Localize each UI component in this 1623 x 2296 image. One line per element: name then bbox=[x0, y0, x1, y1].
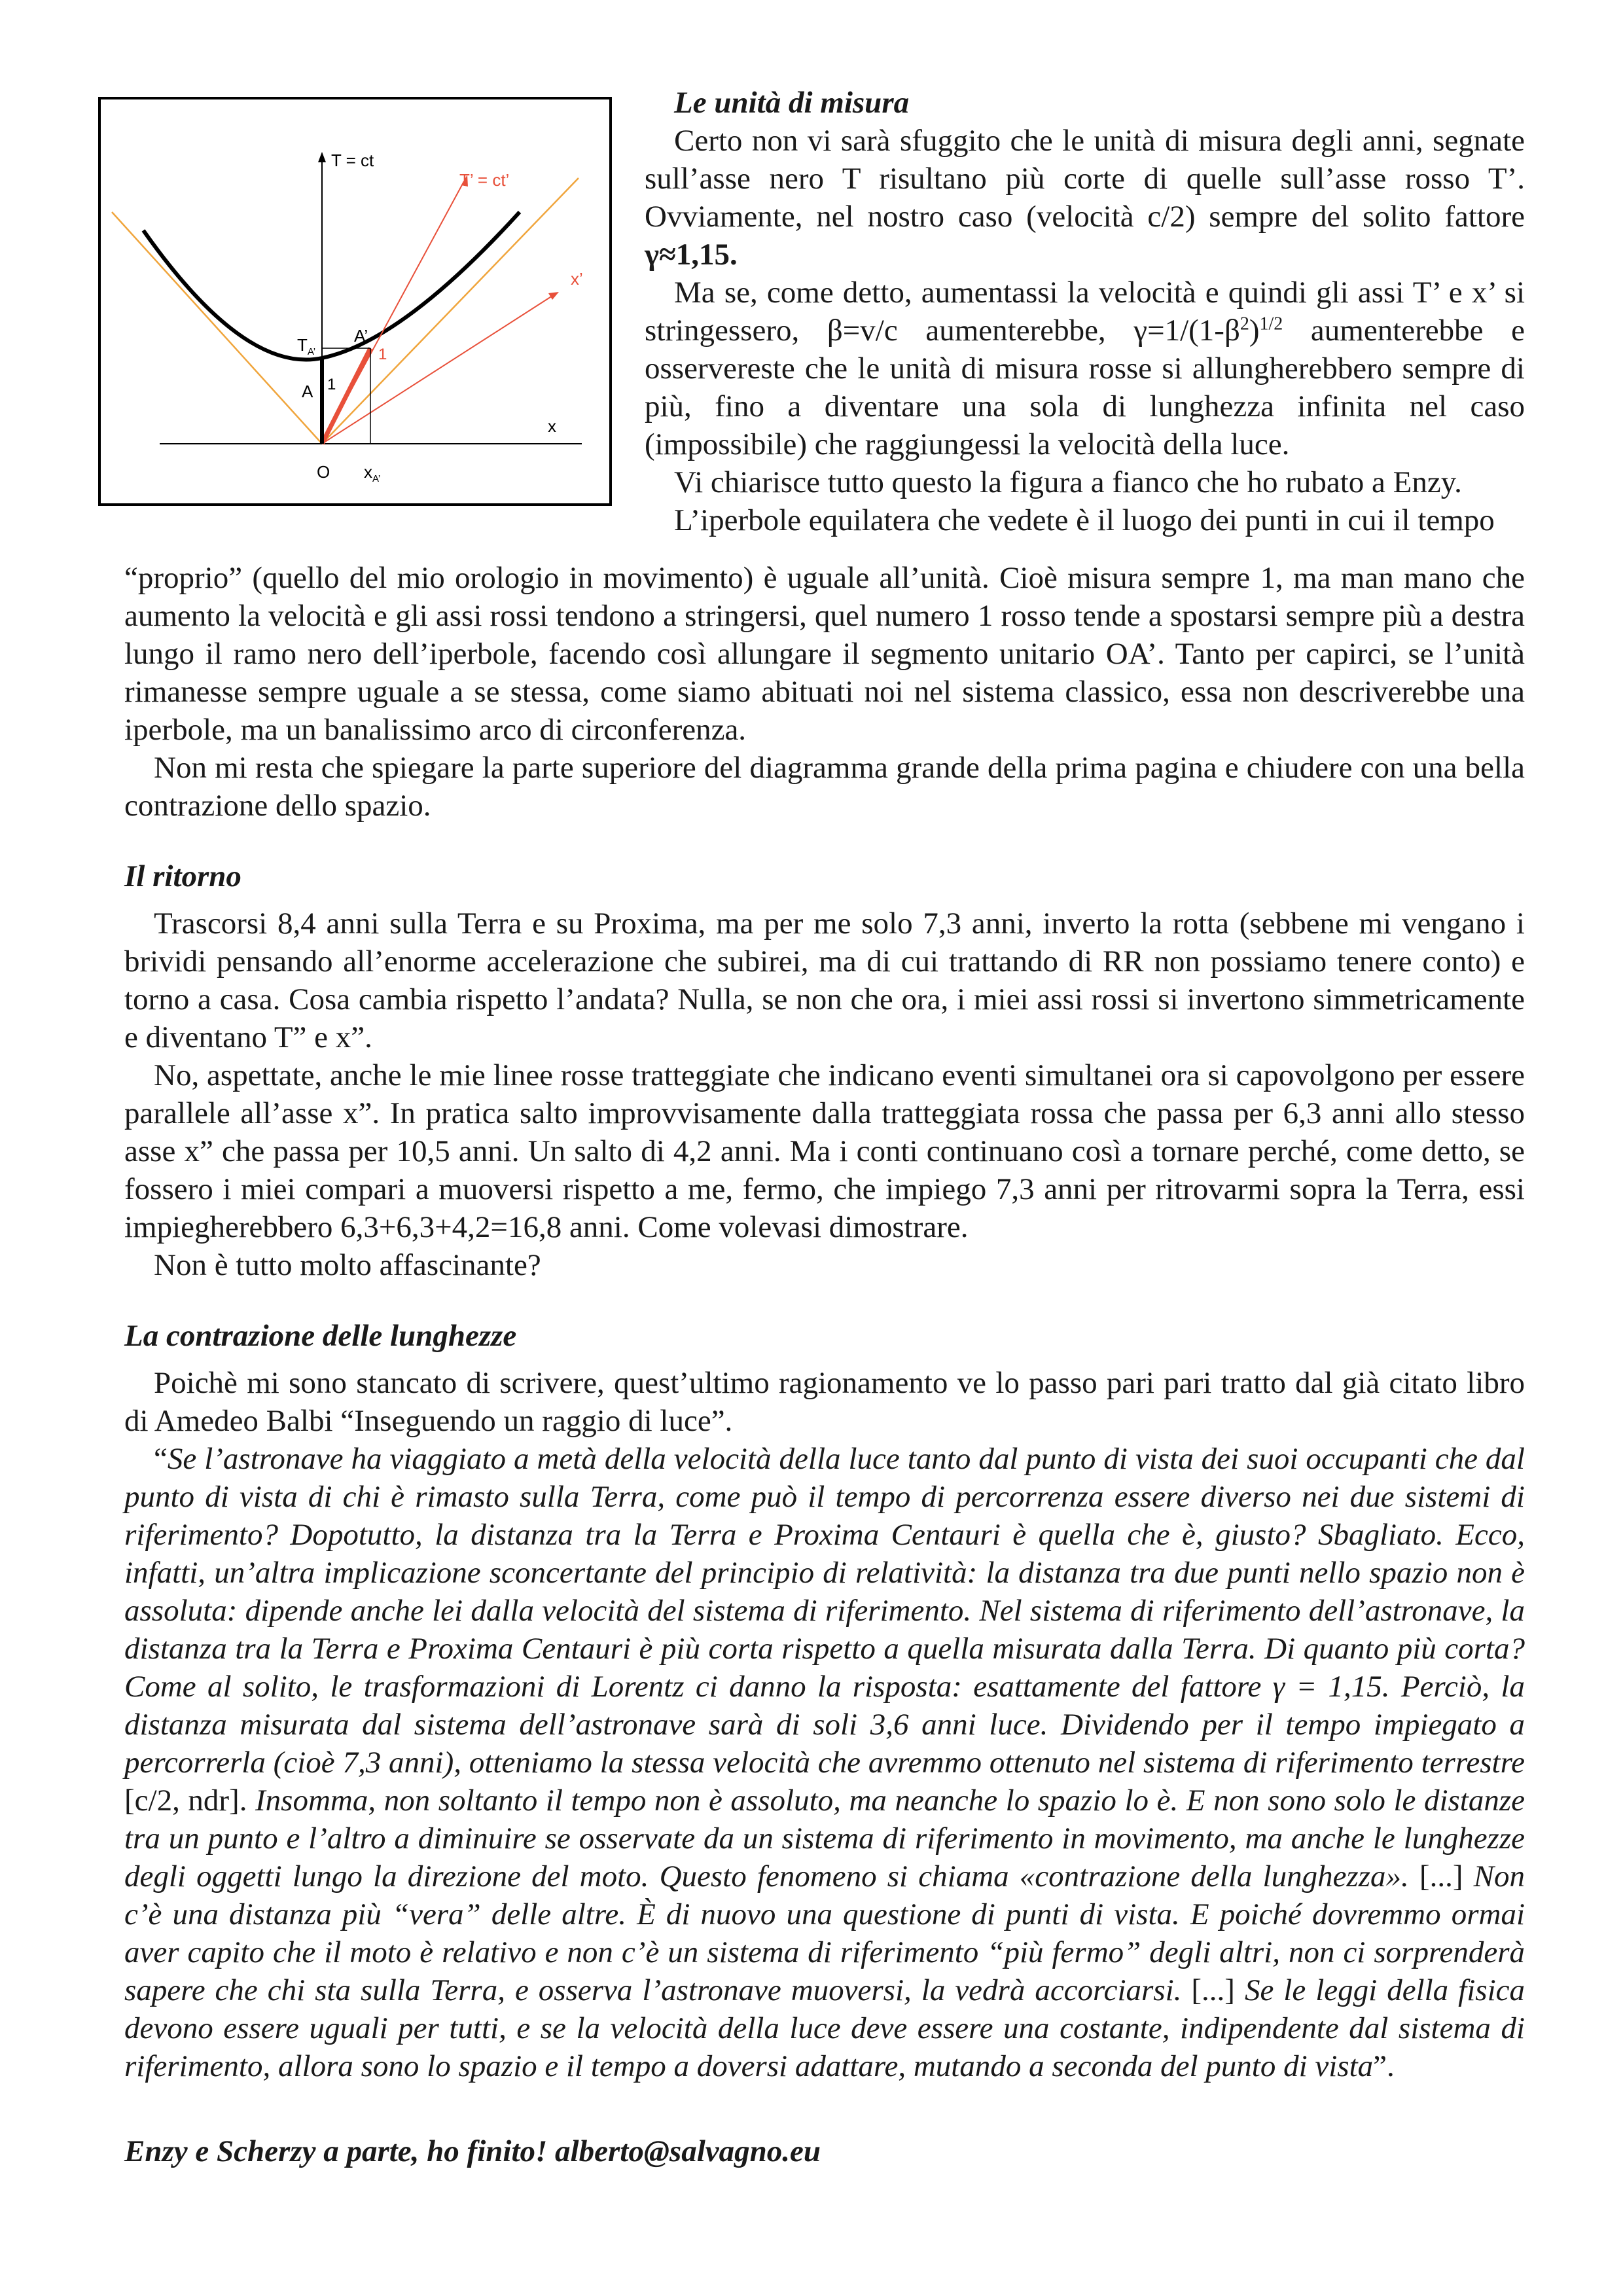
paragraph: “proprio” (quello del mio orologio in movimento) è uguale all’unità. Cioè misura sempre 1, ma man mano che aumento la velocità e gli assi rossi tendono a stringersi, quel numero 1 rosso tende a spostarsi sempre più a destra lungo il ramo nero dell’iperbole, facendo così allungare il segmento unitario OA’. Tanto per capirci, se l’unità rimanesse sempre uguale a se stessa, come siamo abituati noi nel sistema classico, essa non descriverebbe una iperbole, ma un banalissimo arco di circonferenza. bbox=[124, 561, 1525, 747]
paragraph: No, aspettate, anche le mie linee rosse tratteggiate che indicano eventi simultanei ora si capovolgono per essere parallele all’asse x”. In pratica salto improvvisamente dalla tratteggiata rossa che passa per 6,3 anni allo stesso asse x” che passa per 10,5 anni. Un salto di 4,2 anni. Ma i conti continuano così a tornare perché, come detto, se fossero i miei compari a muoversi rispetto a me, fermo, che impiego 7,3 anni per ritrovarmi sopra la Terra, essi impiegherebbero 6,3+6,3+4,2=16,8 anni. Come volevasi dimostrare. bbox=[124, 1058, 1525, 1244]
quote-note: [c/2, ndr]. bbox=[124, 1784, 256, 1818]
hyperbola bbox=[143, 212, 520, 360]
quote-text: Non c’è una distanza più “vera” delle altre. È di nuovo una questione di punti di vista. E poiché dovremmo ormai aver capito che il moto è relativo e non c’è un sistema di riferimento “più fermo” degli altri, non ci sorprenderà sapere che chi sta sulla Terra, e osserva l’astronave muoversi, la vedrà accorciarsi. bbox=[124, 1859, 1525, 2007]
label-t-a-prime: $T_{A’}$ bbox=[297, 335, 316, 357]
paragraph: Non è tutto molto affascinante? bbox=[154, 1248, 541, 1282]
label-a-prime: A’ bbox=[354, 326, 368, 346]
label-one-black: 1 bbox=[327, 376, 336, 393]
paragraph: Poichè mi sono stancato di scrivere, quest’ultimo ragionamento ve lo passo pari pari tratto dal già citato libro di Amedeo Balbi “Inseguendo un raggio di luce”. bbox=[124, 1366, 1525, 1438]
x-prime-arrow bbox=[548, 292, 559, 300]
unit-segment-oa-prime bbox=[322, 348, 370, 444]
paragraph: Vi chiarisce tutto questo la figura a fianco che ho rubato a Enzy. bbox=[674, 465, 1462, 499]
label-x-a-prime: $x_{A’}$ bbox=[364, 462, 381, 484]
label-t-axis: T = ct bbox=[331, 151, 374, 170]
label-origin: O bbox=[317, 462, 330, 482]
asymptote-left bbox=[112, 212, 322, 444]
quotation bbox=[124, 1440, 1525, 2085]
quote-mark: ”. bbox=[1373, 2049, 1395, 2083]
section-title-contrazione: La contrazione delle lunghezze bbox=[124, 1319, 517, 1353]
paragraph-text: aumenterebbe e osservereste che le unità di misura rosse si allungherebbero sempre di più, fino a diventare una sola di lunghezza infinita nel caso (impossibile) che raggiungessi la velocità della luce. bbox=[645, 314, 1525, 461]
superscript: 1/2 bbox=[1259, 314, 1283, 334]
paragraph bbox=[645, 122, 1525, 274]
x-prime-axis bbox=[322, 296, 552, 444]
section-title-unita: Le unità di misura bbox=[674, 86, 910, 120]
label-one-red: 1 bbox=[378, 346, 387, 363]
label-t-prime-axis: T’ = ct’ bbox=[459, 170, 510, 190]
gamma-value: γ≈1,15. bbox=[645, 238, 738, 272]
quote-text: Insomma, non soltanto il tempo non è assoluto, ma neanche lo spazio lo è. E non sono solo le distanze tra un punto e l’altro a diminuire se osservate da un sistema di riferimento in movimento, ma anche le lunghezze degli oggetti lungo la direzione del moto. Questo fenomeno si chiama «contrazione della lunghezza». bbox=[124, 1784, 1525, 1893]
ellipsis: [...] bbox=[1181, 1973, 1245, 2007]
label-x-axis: x bbox=[548, 416, 556, 436]
quote-text: Se le leggi della fisica devono essere uguali per tutti, e se la velocità della luce deve essere una costante, indipendente dal sistema di riferimento, allora sono lo spazio e il tempo a doversi adattare, mutando a seconda del punto di vista bbox=[124, 1973, 1525, 2083]
asymptote-right bbox=[322, 178, 579, 444]
paragraph bbox=[645, 274, 1525, 463]
superscript: 2 bbox=[1240, 314, 1249, 334]
label-x-prime-axis: x’ bbox=[571, 269, 583, 289]
paragraph: Non mi resta che spiegare la parte superiore del diagramma grande della prima pagina e chiudere con una bella contrazione dello spazio. bbox=[124, 751, 1525, 823]
main-text bbox=[124, 559, 1525, 2170]
paragraph-text: Ma se, come detto, aumentassi la velocità e quindi gli assi T’ e x’ si stringessero, β=v/c aumenterebbe, γ=1/(1-β bbox=[645, 276, 1525, 348]
ellipsis: [...] bbox=[1408, 1859, 1474, 1893]
label-a: A bbox=[302, 382, 313, 401]
signature: Enzy e Scherzy a parte, ho finito! alberto@salvagno.eu bbox=[124, 2134, 821, 2168]
quote-text: Se l’astronave ha viaggiato a metà della velocità della luce tanto dal punto di vista dei suoi occupanti che dal punto di vista di chi è rimasto sulla Terra, come può il tempo di percorrenza essere diverso nei due sistemi di riferimento? Dopotutto, la distanza tra la Terra e Proxima Centauri è quella che è, giusto? Sbagliato. Ecco, infatti, un’altra implicazione sconcertante del principio di relatività: la distanza tra due punti nello spazio non è assoluta: dipende anche lei dalla velocità del sistema di riferimento. Nel sistema di riferimento dell’astronave, la distanza tra la Terra e Proxima Centauri è più corta rispetto a quella misurata dalla Terra. Di quanto più corta? Come al solito, le trasformazioni di Lorentz ci danno la risposta: esattamente del fattore γ = 1,15. Perciò, la distanza misurata dal sistema dell’astronave sarà di soli 3,6 anni luce. Dividendo per il tempo impiegato a percorrerla (cioè 7,3 anni), otteniamo la stessa velocità che avremmo ottenuto nel sistema di riferimento terrestre bbox=[124, 1442, 1525, 1780]
section-title-ritorno: Il ritorno bbox=[124, 859, 241, 893]
quote-mark: “ bbox=[154, 1442, 168, 1476]
section-unita-right-column bbox=[645, 84, 1525, 539]
paragraph-text: Certo non vi sarà sfuggito che le unità di misura degli anni, segnate sull’asse nero T risultano più corte di quelle sull’asse rosso T’. Ovviamente, nel nostro caso (velocità c/2) sempre del solito fattore bbox=[645, 124, 1525, 234]
paragraph-text: ) bbox=[1249, 314, 1260, 348]
diagram-svg bbox=[101, 99, 615, 509]
minkowski-diagram bbox=[98, 97, 612, 506]
paragraph: Trascorsi 8,4 anni sulla Terra e su Proxima, ma per me solo 7,3 anni, inverto la rotta (sebbene mi vengano i brividi pensando all’enorme accelerazione che subirei, ma di cui trattando di RR non possiamo tenere conto) e torno a casa. Cosa cambia rispetto l’andata? Nulla, se non che ora, i miei assi rossi si invertono simmetricamente e diventano T” e x”. bbox=[124, 906, 1525, 1054]
paragraph: L’iperbole equilatera che vedete è il luogo dei punti in cui il tempo bbox=[674, 503, 1495, 537]
t-axis-arrow bbox=[318, 152, 326, 162]
